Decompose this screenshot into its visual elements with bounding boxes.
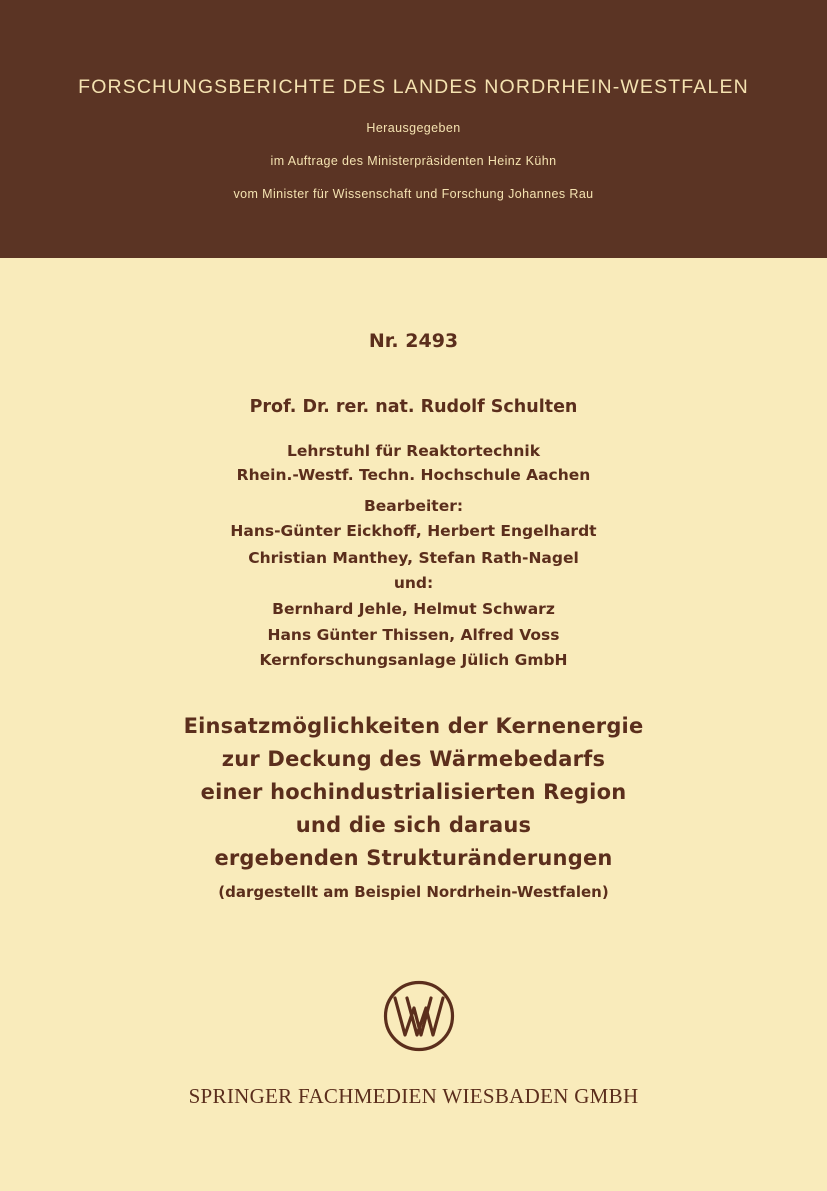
title-line-1: Einsatzmöglichkeiten der Kernenergie xyxy=(183,714,644,738)
author-name: Prof. Dr. rer. nat. Rudolf Schulten xyxy=(249,397,578,417)
editors-institution: Kernforschungsanlage Jülich GmbH xyxy=(259,651,568,669)
springer-vw-monogram-icon xyxy=(383,980,455,1052)
report-number: Nr. 2493 xyxy=(368,330,459,352)
header-line-editor: Herausgegeben xyxy=(366,121,461,135)
editors-line-3: Bernhard Jehle, Helmut Schwarz xyxy=(272,600,555,618)
affiliation-university: Rhein.-Westf. Techn. Hochschule Aachen xyxy=(236,466,591,484)
editors-and-label: und: xyxy=(393,574,434,592)
editors-line-4: Hans Günter Thissen, Alfred Voss xyxy=(267,626,560,644)
subtitle: (dargestellt am Beispiel Nordrhein-Westfalen) xyxy=(218,883,609,901)
affiliation-chair: Lehrstuhl für Reaktortechnik xyxy=(286,442,541,460)
editors-line-2: Christian Manthey, Stefan Rath-Nagel xyxy=(248,549,579,567)
title-line-5: ergebenden Strukturänderungen xyxy=(214,846,613,870)
publisher-name: SPRINGER FACHMEDIEN WIESBADEN GMBH xyxy=(188,1084,639,1108)
header-line-minister: vom Minister für Wissenschaft und Forschung Johannes Rau xyxy=(233,187,594,201)
header-band xyxy=(0,0,827,258)
title-line-2: zur Deckung des Wärmebedarfs xyxy=(221,747,606,771)
header-line-commission: im Auftrage des Ministerpräsidenten Heinz Kühn xyxy=(270,154,557,168)
title-line-4: und die sich daraus xyxy=(295,813,532,837)
series-title: FORSCHUNGSBERICHTE DES LANDES NORDRHEIN-WESTFALEN xyxy=(78,76,749,98)
editors-label: Bearbeiter: xyxy=(363,497,464,515)
title-line-3: einer hochindustrialisierten Region xyxy=(200,780,627,804)
editors-line-1: Hans-Günter Eickhoff, Herbert Engelhardt xyxy=(230,522,597,540)
